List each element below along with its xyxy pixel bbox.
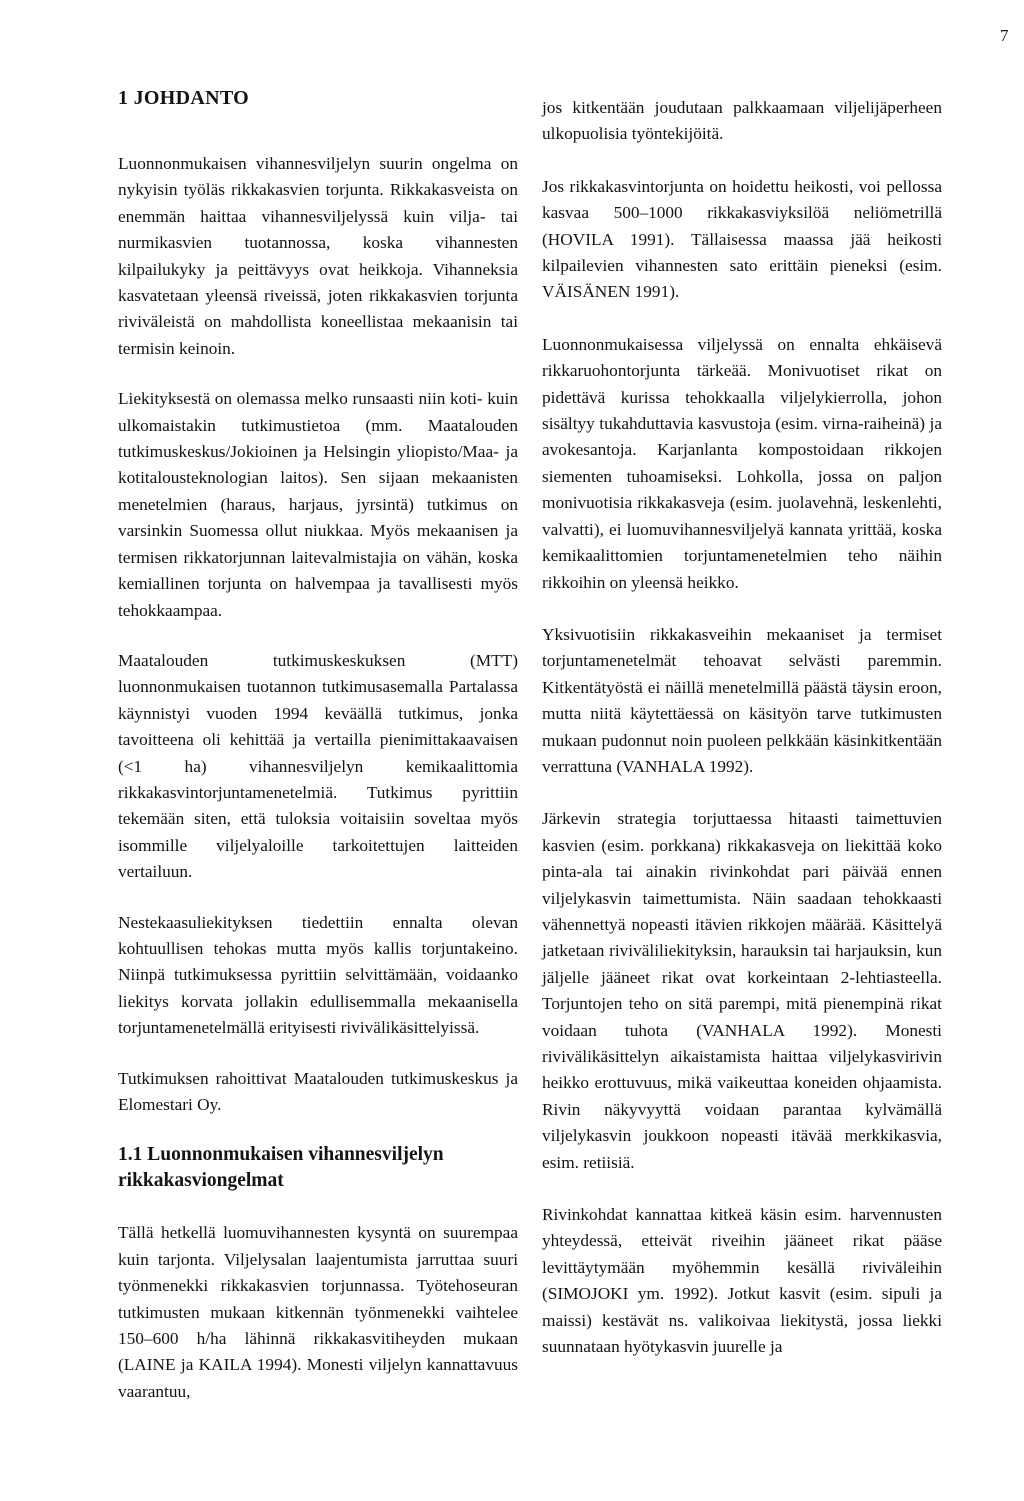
paragraph: Liekityksestä on olemassa melko runsaasti niin koti- kuin ulkomaistakin tutkimustietoa (mm. Maatalouden tutkimuskeskus/Jokioinen ja Helsingin yliopisto/Maa- ja kotitalousteknologian laitos). Sen sijaan mekaanisten menetelmien (haraus, harjaus, jyrsintä) tutkimus on varsinkin Suomessa ollut niukkaa. Myös mekaanisen ja termisen rikkatorjunnan laitevalmistajia on vähän, koska kemiallinen torjunta on halvempaa ja tavallisesti myös tehokkaampaa.	[118, 389, 518, 620]
paragraph: Tutkimuksen rahoittivat Maatalouden tutkimuskeskus ja Elomestari Oy.	[118, 1068, 518, 1114]
paragraph: Maatalouden tutkimuskeskuksen (MTT) luonnonmukaisen tuotannon tutkimusasemalla Partalassa käynnistyi vuoden 1994 keväällä tutkimus, jonka tavoitteena oli kehittää ja vertailla pienimittakaavaisen (<1 ha) vihannesviljelyn kemikaalittomia rikkakasvintorjuntamenetelmiä. Tutkimus pyrittiin tekemään siten, että tuloksia voitaisiin soveltaa myös isommille viljelyaloille tarkoitettujen laitteiden vertailuun.	[118, 650, 518, 882]
paragraph: Yksivuotisiin rikkakasveihin mekaaniset ja termiset torjuntamenetelmät tehoavat selvästi paremmin. Kitkentätyöstä ei näillä menetelmillä päästä täysin eroon, mutta niitä käytettäessä on käsityön tarve tutkimusten mukaan pudonnut noin puoleen pelkkään käsinkitkentään verrattuna (VANHALA 1992).	[542, 624, 942, 776]
section-heading: 1 JOHDANTO	[118, 87, 249, 109]
paragraph: jos kitkentään joudutaan palkkaamaan viljelijäperheen ulkopuolisia työntekijöitä.	[542, 98, 942, 144]
paragraph: Tällä hetkellä luomuvihannesten kysyntä on suurempaa kuin tarjonta. Viljelysalan laajentumista jarruttaa suuri työnmenekki rikkakasvien torjunnassa. Työtehoseuran tutkimusten mukaan kitkennän työnmenekki vaihtelee 150–600 h/ha lähinnä rikkakasvitiheyden mukaan (LAINE ja KAILA 1994). Monesti viljelyn kannattavuus vaarantuu,	[118, 1223, 518, 1401]
page-number: 7	[1000, 26, 1009, 45]
left-column	[118, 85, 518, 1429]
paragraph: Jos rikkakasvintorjunta on hoidettu heikosti, voi pellossa kasvaa 500–1000 rikkakasviyksilöä neliömetrillä (HOVILA 1991). Tällaisessa maassa jää heikosti kilpailevien vihannesten sato erittäin pieneksi (esim. VÄISÄNEN 1991).	[542, 176, 942, 302]
paragraph: Luonnonmukaisen vihannesviljelyn suurin ongelma on nykyisin työläs rikkakasvien torjunta. Rikkakasveista on enemmän haittaa vihannesviljelyssä kuin vilja- tai nurmikasvien tuotannossa, koska vihannesten kilpailukyky ja peittävyys ovat heikkoja. Vihanneksia kasvatetaan yleensä riveissä, joten rikkakasvien torjunta riviväleistä on mahdollista koneellistaa mekaanisin tai termisin keinoin.	[118, 154, 518, 358]
paragraph: Luonnonmukaisessa viljelyssä on ennalta ehkäisevä rikkaruohontorjunta tärkeää. Monivuotiset rikat on pidettävä kurissa tehokkaalla viljelykierrolla, johon sisältyy tukahduttavia kasvustoja (esim. virna-raiheinä) ja avokesantoja. Karjanlanta kompostoidaan rikkojen siementen tuhoamiseksi. Lohkolla, jossa on paljon monivuotisia rikkakasveja (esim. juolavehnä, leskenlehti, valvatti), ei luomuvihannesviljelyä kannata yrittää, koska kemikaalittomien torjuntamenetelmien teho näihin rikkoihin on yleensä heikko.	[542, 334, 942, 592]
paragraph: Järkevin strategia torjuttaessa hitaasti taimettuvien kasvien (esim. porkkana) rikkakasveja on liekittää koko pinta-ala tai ainakin rivinkohdat pari päivää ennen viljelykasvin taimettumista. Näin saadaan tehokkaasti vähennettyä nopeasti itävien rikkojen määrää. Käsittelyä jatketaan riviväliliekityksin, harauksin tai harjauksin, kun jäljelle jääneet rikat ovat korkeintaan 2-lehtiasteella. Torjuntojen teho on sitä parempi, mitä pienempinä rikat voidaan tuhota (VANHALA 1992). Monesti rivivälikäsittelyn aikaistamista haittaa viljelykasvirivin heikko erottuvuus, mikä vaikeuttaa koneiden ohjaamista. Rivin näkyvyyttä voidaan parantaa kylvämällä viljelykasvin joukkoon nopeasti itävää merkkikasvia, esim. retiisiä.	[542, 809, 942, 1172]
subsection-heading: 1.1 Luonnonmukaisen vihannesviljelyn rikkakasviongelmat	[118, 1144, 444, 1192]
paragraph: Rivinkohdat kannattaa kitkeä käsin esim. harvennusten yhteydessä, etteivät riveihin jääneet rikat pääse levittäytymään myöhemmin kesällä riviväleihin (SIMOJOKI ym. 1992). Jotkut kasvit (esim. sipuli ja maissi) kestävät ns. valikoivaa liekitystä, jossa liekki suunnataan hyötykasvin juurelle ja	[542, 1205, 942, 1357]
right-column	[542, 95, 942, 1386]
paragraph: Nestekaasuliekityksen tiedettiin ennalta olevan kohtuullisen tehokas mutta myös kallis torjuntakeino. Niinpä tutkimuksessa pyrittiin selvittämään, voidaanko liekitys korvata jollakin edullisemmalla mekaanisella torjuntamenetelmällä erityisesti rivivälikäsittelyissä.	[118, 912, 518, 1038]
